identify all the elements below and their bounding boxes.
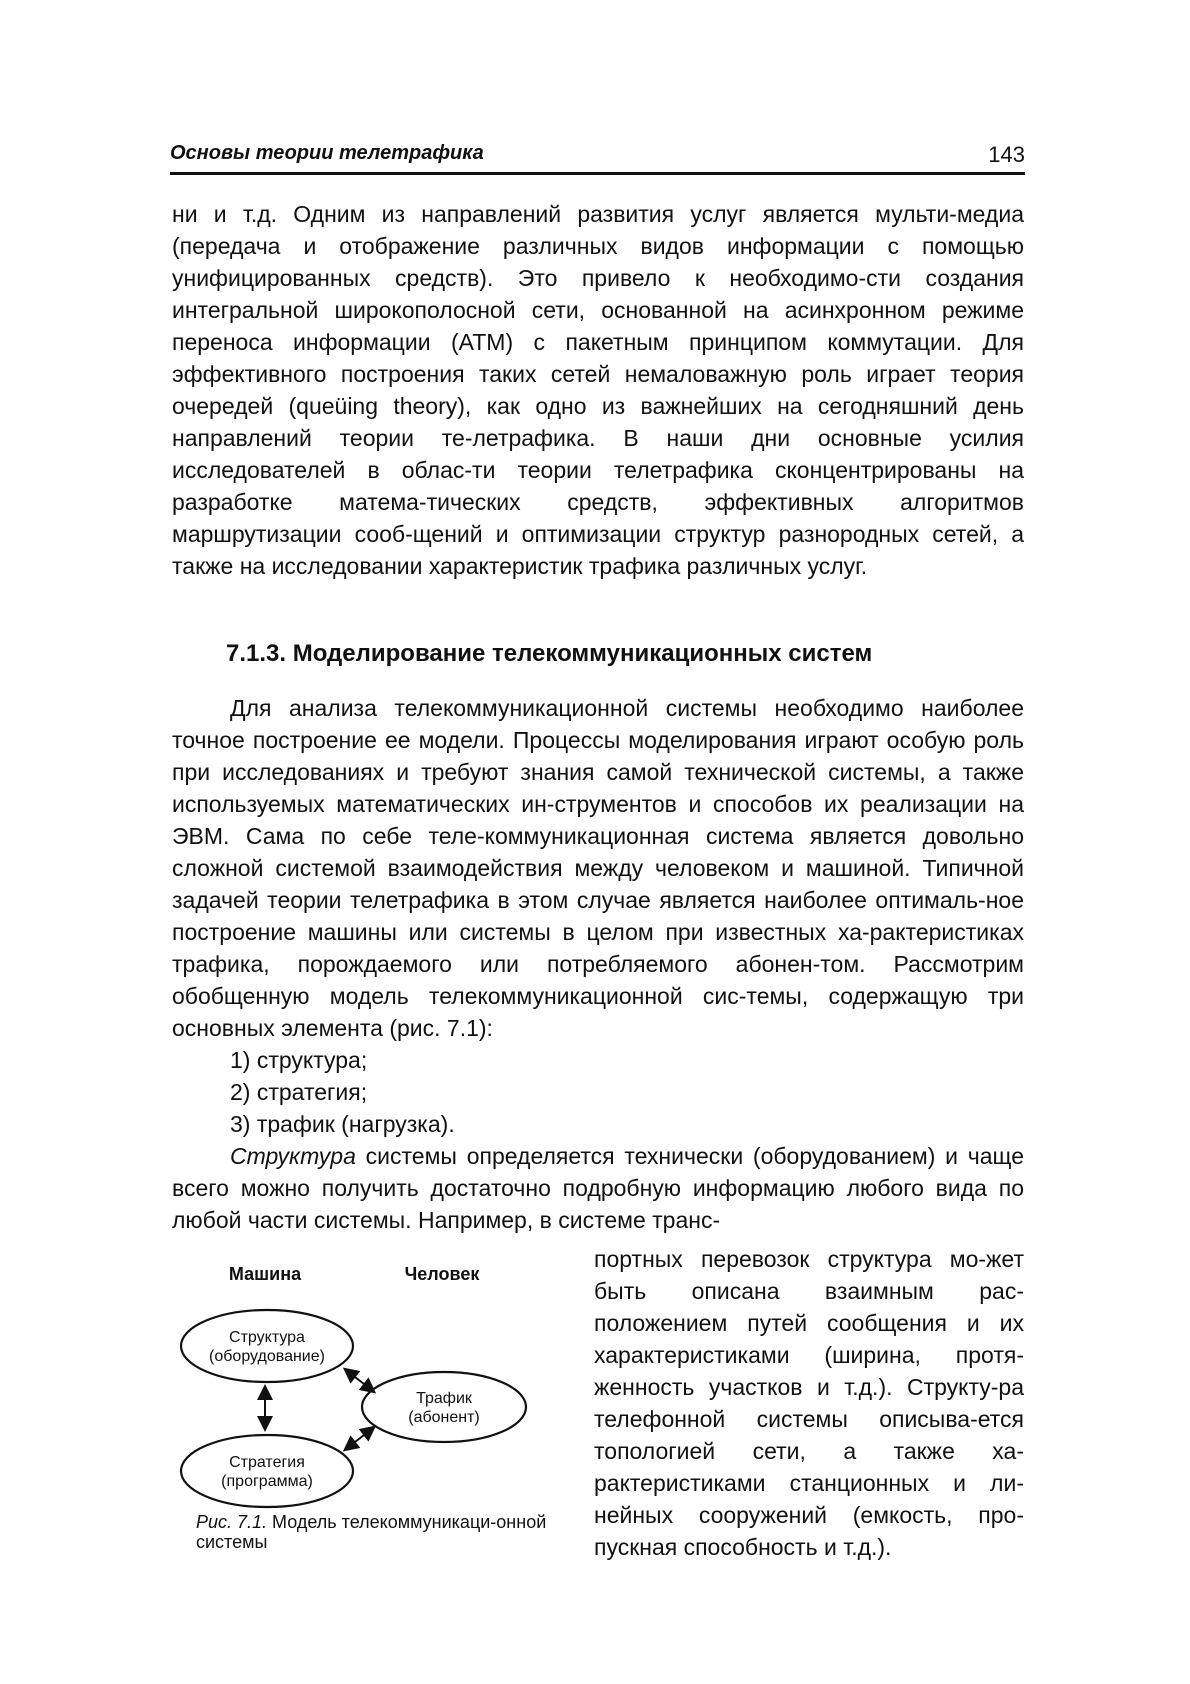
caption-number: Рис. 7.1. — [196, 1512, 268, 1532]
figure-caption — [196, 1512, 556, 1552]
paragraph-3-wrap: портных перевозок структура мо-жет быть описана взаимным рас-положением путей сообщения и их характеристиками (ширина, протя-женность участков и т.д.). Структу-ра телефонной системы описыва-ется топологией сети, а также ха-рактеристиками станционных и ли-нейных сооружений (емкость, про-пускная способность и т.д.). — [594, 1246, 1024, 1560]
header-rule — [170, 172, 1025, 175]
caption-text: Модель телекоммуникаци-онной системы — [196, 1512, 547, 1552]
section-heading: 7.1.3. Моделирование телекоммуникационных систем — [226, 640, 873, 667]
list-item-3: 3) трафик (нагрузка). — [230, 1111, 455, 1137]
label-human: Человек — [404, 1264, 480, 1284]
list-item-2: 2) стратегия; — [230, 1079, 368, 1105]
list-item-1: 1) структура; — [230, 1047, 368, 1073]
paragraph-3 — [172, 1140, 1024, 1236]
figure-model — [176, 1258, 566, 1528]
arrow-strategy-traffic — [346, 1428, 373, 1449]
node-traffic-line2: (абонент) — [408, 1409, 480, 1426]
node-structure-line1: Структура — [229, 1329, 305, 1346]
label-machine: Машина — [228, 1264, 302, 1284]
node-structure-line2: (оборудование) — [209, 1348, 325, 1365]
node-strategy-text — [187, 1453, 347, 1491]
node-structure-text — [187, 1328, 347, 1366]
node-strategy-line1: Стратегия — [229, 1454, 305, 1471]
paragraph-3-text: системы определяется технически (оборудованием) и чаще всего можно получить достаточно подробную информацию любого вида по любой части системы. Например, в системе транс- — [172, 1143, 1024, 1233]
running-header — [170, 142, 1025, 165]
paragraph-1: ни и т.д. Одним из направлений развития услуг является мульти-медиа (передача и отображение различных видов информации с помощью унифицированных средств). Это привело к необходимо-сти создания интегральной широкополосной сети, основанной на асинхронном режиме переноса информации (ATM) с пакетным принципом коммутации. Для эффективного построения таких сетей немаловажную роль играет теория очередей (queüing theory), как одно из важнейших на сегодняшний день направлений теории те-летрафика. В наши дни основные усилия исследователей в облас-ти теории телетрафика сконцентрированы на разработке матема-тических средств, эффективных алгоритмов маршрутизации сооб-щений и оптимизации структур разнородных сетей, а также на исследовании характеристик трафика различных услуг. — [172, 201, 1024, 579]
arrow-structure-traffic — [346, 1370, 373, 1391]
page-number: 143 — [988, 142, 1025, 167]
node-traffic-line1: Трафик — [416, 1390, 472, 1407]
node-strategy-line2: (программа) — [221, 1473, 313, 1490]
node-traffic-text — [374, 1389, 514, 1427]
paragraph-2: Для анализа телекоммуникационной системы необходимо наиболее точное построение ее модели. Процессы моделирования играют особую роль при исследованиях и требуют знания самой технической системы, а также используемых математических ин-струментов и способов их реализации на ЭВМ. Сама по себе теле-коммуникационная система является довольно сложной системой взаимодействия между человеком и машиной. Типичной задачей теории телетрафика в этом случае является наиболее оптималь-ное построение машины или системы в целом при известных ха-рактеристиках трафика, порождаемого или потребляемого абонен-том. Рассмотрим обобщенную модель телекоммуникационной сис-темы, содержащую три основных элемента (рис. 7.1): — [172, 695, 1024, 1041]
running-title: Основы теории телетрафика — [170, 142, 484, 164]
term-structure: Структура — [230, 1143, 356, 1169]
